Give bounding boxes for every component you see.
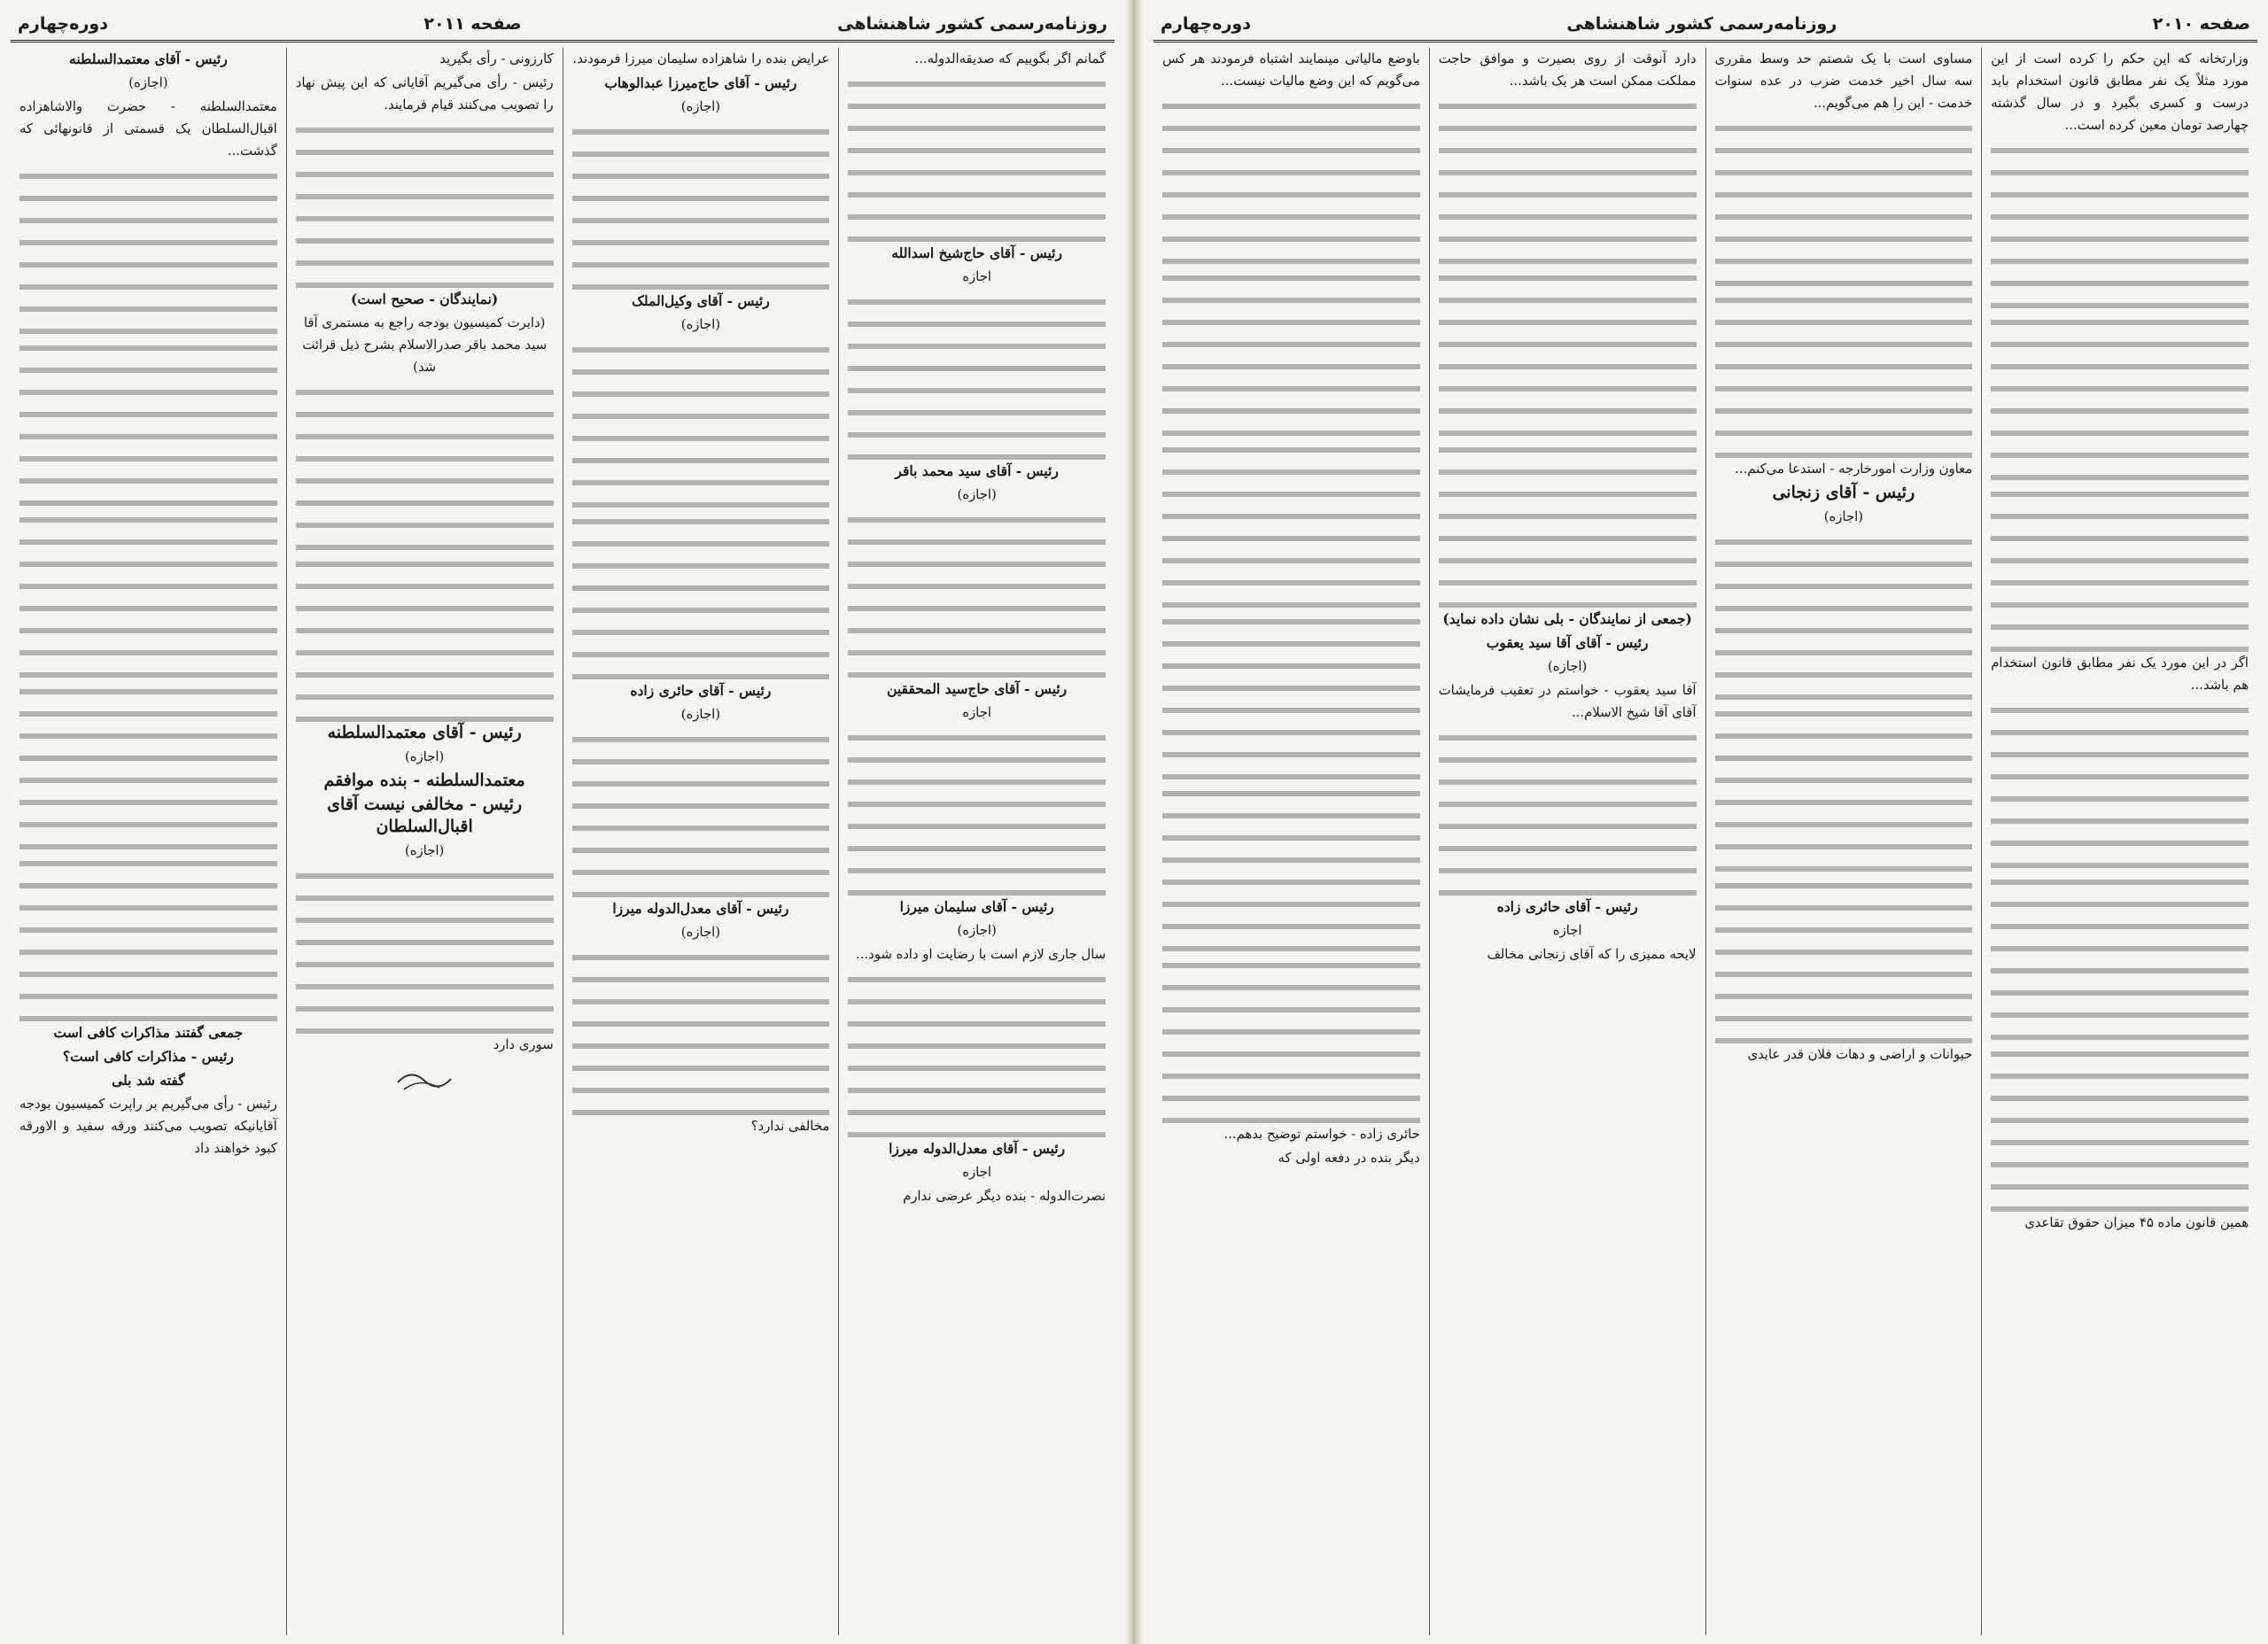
left-columns (11, 48, 1115, 1635)
text-lines (1715, 118, 1973, 286)
text-lines (1162, 783, 1420, 951)
left-col-2-paren-4: (اجازه) (680, 925, 720, 940)
left-col-2-heading-1: رئیس - آقای حاج‌میرزا عبدالوهاب (604, 74, 797, 91)
text-lines (1715, 290, 1973, 458)
left-col-3-paren-2: (اجازه) (405, 749, 445, 764)
right-col-1-para-2: اگر در این مورد یک نفر مطابق قانون استخدام هم باشد... (1991, 655, 2249, 693)
left-col-3-heading-3: معتمدالسلطنه - بنده موافقم (323, 771, 525, 790)
right-col-1-footer: همین قانون ماده ۴۵ میزان حقوق تقاعدی (2024, 1215, 2249, 1230)
left-col-4-heading-1: جمعی گفتند مذاکرات کافی است (53, 1024, 244, 1041)
text-lines (1991, 872, 2249, 1040)
text-lines (1991, 1043, 2249, 1212)
left-page-number: صفحه ۲۰۱۱ (423, 13, 522, 34)
left-col-2-paren-2: (اجازه) (680, 317, 720, 332)
right-col-3-heading-3: رئیس - آقای حائری زاده (1496, 898, 1638, 915)
left-col-1-heading-1: رئیس - آقای حاج‌شیخ اسدالله (891, 244, 1062, 261)
text-lines (848, 727, 1106, 896)
left-col-2-heading-2: رئیس - آقای وکیل‌الملک (632, 292, 770, 309)
left-col-2-para-1: عرایض بنده را شاهزاده سلیمان میرزا فرمودند. (572, 51, 830, 66)
right-col-4-footer: دیگر بنده در دفعه اولی که (1278, 1151, 1420, 1166)
left-col-3-heading-1: (نمایندگان - صحیح است) (350, 291, 499, 307)
left-page (0, 0, 1132, 1644)
right-page-number: صفحه ۲۰۱۰ (2152, 13, 2250, 34)
left-col-2-heading-3: رئیس - آقای حائری زاده (630, 682, 772, 699)
text-lines (1715, 531, 1973, 700)
text-lines (1715, 703, 1973, 872)
left-col-4 (11, 48, 286, 1635)
left-col-3-heading-4: رئیس - مخالفی نیست آقای اقبال‌السلطان (327, 795, 523, 836)
text-lines (848, 509, 1106, 678)
right-col-4 (1153, 48, 1429, 1635)
text-lines (1439, 727, 1697, 896)
left-col-1-paren-3: اجازه (962, 705, 991, 720)
text-lines (1162, 268, 1420, 436)
left-col-2-footer: مخالفی ندارد؟ (750, 1119, 830, 1134)
right-col-2-heading-1: رئیس - آقای زنجانی (1772, 483, 1915, 502)
left-col-1-para-1: گمانم اگر بگوییم که صدیقه‌الدوله... (914, 51, 1106, 66)
left-col-2-heading-4: رئیس - آقای معدل‌الدوله میرزا (612, 900, 789, 917)
left-col-2 (563, 48, 839, 1635)
left-col-3-paren-4: (اجازه) (405, 843, 445, 858)
text-lines (19, 337, 277, 506)
right-masthead-period: دوره‌چهارم (1161, 13, 1251, 34)
left-col-1-footer: نصرت‌الدوله - بنده دیگر عرضی ندارم (903, 1189, 1106, 1204)
left-col-2-paren-3: (اجازه) (680, 707, 720, 722)
text-lines (19, 166, 277, 334)
text-lines (1991, 140, 2249, 308)
text-lines (1991, 484, 2249, 652)
text-lines (1162, 955, 1420, 1123)
right-col-2-paren-1: (اجازه) (1823, 509, 1863, 524)
text-lines (848, 291, 1106, 460)
left-col-1-paren-4: (اجازه) (957, 923, 997, 938)
text-lines (296, 120, 554, 288)
right-masthead (1153, 12, 2257, 43)
text-lines (1162, 439, 1420, 608)
right-col-2-footer: حیوانات و اراضی و دهات فلان قدر عایدی (1747, 1047, 1973, 1062)
text-lines (848, 74, 1106, 242)
text-lines (296, 554, 554, 722)
text-lines (572, 729, 830, 897)
right-col-3-heading-2: رئیس - آقای آقا سید یعقوب (1486, 634, 1649, 651)
right-col-4-para-1: باوضع مالیاتی مینمایند اشتباه فرمودند هر کس می‌گویم که این وضع مالیات نیست... (1162, 51, 1420, 89)
left-col-4-heading-3: گفته شد بلی (112, 1072, 185, 1089)
text-lines (572, 947, 830, 1115)
left-col-1-heading-3: رئیس - آقای حاج‌سید المحققین (887, 680, 1068, 697)
left-col-1-heading-2: رئیس - آقای سید محمد باقر (895, 462, 1059, 479)
left-col-1-paren-5: اجازه (962, 1165, 991, 1180)
right-col-3-para-1: دارد آنوقت از روی بصیرت و موافق حاجت مملکت ممکن است هر یک باشد... (1438, 51, 1697, 89)
right-col-4-para-2: حائری زاده - خواستم توضیح بدهم... (1223, 1127, 1420, 1142)
text-lines (1439, 439, 1697, 608)
text-lines (572, 511, 830, 679)
left-col-3 (286, 48, 563, 1635)
text-lines (19, 509, 277, 678)
left-col-3-footer: سوری دارد (493, 1037, 554, 1052)
right-col-3-paren-2: (اجازه) (1548, 659, 1588, 674)
right-col-2-para-2: معاون وزارت امورخارجه - استدعا می‌کنم... (1735, 461, 1973, 477)
text-lines (1162, 611, 1420, 779)
right-col-1 (1981, 48, 2257, 1635)
text-lines (848, 969, 1106, 1137)
left-col-1-paren-2: (اجازه) (957, 487, 997, 502)
text-lines (572, 121, 830, 290)
right-col-3-paren-3: اجازه (1552, 923, 1582, 938)
text-lines (296, 865, 554, 1034)
left-col-3-paren-1: (دایرت کمیسیون بودجه راجع به مستمری آقا سید محمد باقر صدرالاسلام بشرح ذیل قرائت شد) (302, 315, 548, 375)
text-lines (1991, 700, 2249, 868)
left-col-4-footer: رئیس - رأی می‌گیریم بر راپرت کمیسیون بودجه آقایانیکه تصویب می‌کنند ورقه سفید و الاورقه کبود خواهند داد (19, 1097, 277, 1156)
left-col-3-heading-2: رئیس - آقای معتمدالسلطنه (327, 723, 522, 742)
left-col-1-heading-5: رئیس - آقای معدل‌الدوله میرزا (889, 1140, 1066, 1157)
text-lines (1439, 268, 1697, 436)
right-col-3-heading-1: (جمعی از نمایندگان - بلی نشان داده نماید) (1442, 610, 1692, 627)
left-col-1-para-2: سال جاری لازم است با رضایت او داده شود... (856, 947, 1106, 962)
left-masthead (11, 12, 1115, 43)
text-lines (1162, 96, 1420, 264)
right-col-1-para-1: وزارتخانه که این حکم را کرده است از این مورد مثلاً یک نفر مطابق قانون استخدام باید درست و کسری بگیرد و در سال گذشته چهارصد تومان معین کرده است... (1991, 51, 2249, 133)
text-lines (1715, 875, 1973, 1043)
left-col-4-para-2: معتمدالسلطنه - حضرت والاشاهزاده اقبال‌السلطان یک قسمتی از قانونهائی که گذشت... (19, 99, 277, 159)
left-col-4-paren-1: (اجازه) (128, 75, 168, 90)
right-col-2-para-1: مساوی است با یک شصتم حد وسط مقرری سه سال اخیر خدمت ضرب در عده سنوات خدمت - این را هم می‌گویم... (1714, 51, 1973, 111)
text-lines (19, 681, 277, 849)
right-columns (1153, 48, 2257, 1635)
left-col-3-para-2: رئیس - رأی می‌گیریم آقایانی که این پیش نهاد را تصویب می‌کنند قیام فرمایند. (295, 75, 554, 112)
text-lines (572, 339, 830, 508)
left-masthead-right: روزنامه‌رسمی کشور شاهنشاهی (837, 13, 1107, 34)
right-col-3-footer: لایحه ممیزی را که آقای زنجانی مخالف (1487, 947, 1697, 962)
right-page (1136, 0, 2268, 1644)
left-col-2-paren-1: (اجازه) (680, 99, 720, 114)
right-col-3-para-2: آقا سید یعقوب - خواستم در تعقیب فرمایشات آقای آقا شیخ الاسلام... (1438, 683, 1697, 720)
right-col-3 (1429, 48, 1705, 1635)
left-col-1-heading-4: رئیس - آقای سلیمان میرزا (899, 898, 1054, 915)
text-lines (1991, 312, 2249, 480)
left-col-1-paren-1: اجازه (962, 269, 991, 284)
flourish-ornament (393, 1065, 455, 1097)
left-col-4-heading-2: رئیس - مذاکرات کافی است؟ (62, 1048, 234, 1065)
left-col-4-para-1: رئیس - آقای معتمدالسلطنه (69, 50, 228, 67)
left-masthead-period: دوره‌چهارم (18, 13, 108, 34)
left-col-3-para-1: کارزونی - رأی بگیرید (439, 51, 554, 66)
right-masthead-center: روزنامه‌رسمی کشور شاهنشاهی (1566, 13, 1837, 34)
left-col-1 (838, 48, 1115, 1635)
text-lines (1439, 96, 1697, 264)
right-col-2 (1705, 48, 1982, 1635)
text-lines (296, 382, 554, 550)
text-lines (19, 853, 277, 1021)
